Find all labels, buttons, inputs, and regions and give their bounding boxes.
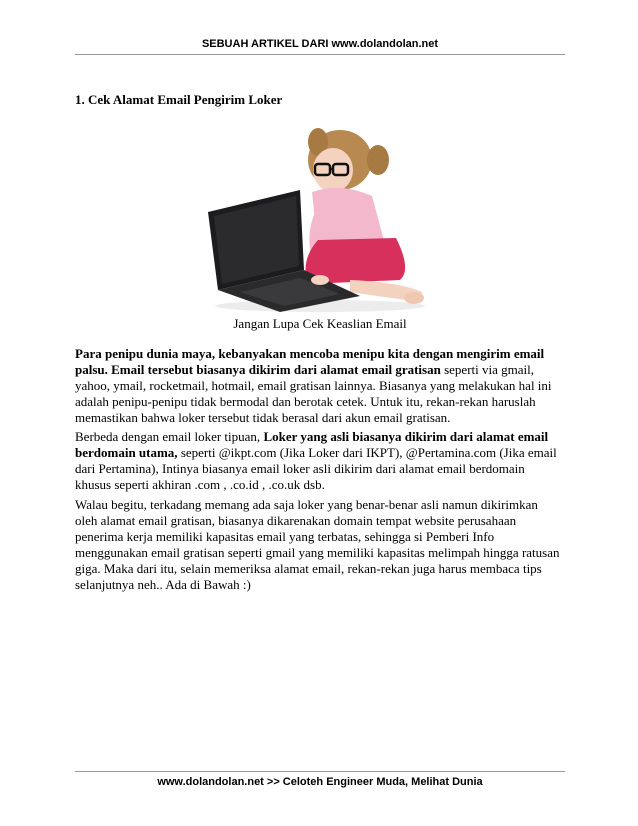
p2-bold-phrase: Loker yang asli biasanya dikirim dari alamat email berdomain utama,: [75, 429, 549, 460]
p2-lead: Berbeda dengan email loker tipuan,: [75, 429, 264, 444]
p1-bold-phrase: Email tersebut biasanya dikirim dari alamat email gratisan: [111, 362, 441, 377]
p1-text: seperti via gmail, yahoo, ymail, rocketmail, hotmail, email gratisan lainnya. Biasanya yang melakukan hal ini adalah penipu-penipu tidak bermodal dan berotak cetek. Untuk itu, rekan-rekan haruslah memastikan bahwa loker tersebut tidak berasal dari akun email gratisan.: [75, 362, 552, 425]
p1-bold-sentence: Para penipu dunia maya, kebanyakan mencoba menipu kita dengan mengirim email palsu.: [75, 346, 545, 377]
p2-text: seperti @ikpt.com (Jika Loker dari IKPT), @Pertamina.com (Jika email dari Pertamina), Intinya biasanya email loker asli dikirim dari alamat email berdomain khusus seperti akhiran .com , .co.id , .co.uk dsb.: [75, 445, 557, 492]
image-caption: Jangan Lupa Cek Keaslian Email: [233, 316, 407, 331]
paragraph-3: Walau begitu, terkadang memang ada saja loker yang benar-benar asli namun dikirimkan oleh alamat email gratisan, biasanya dikarenakan domain tempat website perusahaan penerima kerja memiliki kapasitas email yang terbatas, sehingga si Pemberi Info menggunakan email gratisan seperti gmail yang memiliki kapasitas melimpah hingga ratusan giga. Maka dari itu, selain memeriksa alamat email, rekan-rekan juga harus membaca tips selanjutnya neh.. Ada di Bawah :): [75, 497, 560, 592]
page-header: SEBUAH ARTIKEL DARI www.dolandolan.net: [201, 38, 439, 50]
paragraph-2: [75, 429, 563, 493]
header-divider: [75, 54, 565, 55]
paragraph-1: [75, 346, 563, 426]
section-heading: 1. Cek Alamat Email Pengirim Loker: [75, 92, 283, 107]
footer-divider: [75, 771, 565, 772]
article-photo: [200, 120, 430, 315]
page-footer: www.dolandolan.net >> Celoteh Engineer Muda, Melihat Dunia: [157, 776, 483, 788]
